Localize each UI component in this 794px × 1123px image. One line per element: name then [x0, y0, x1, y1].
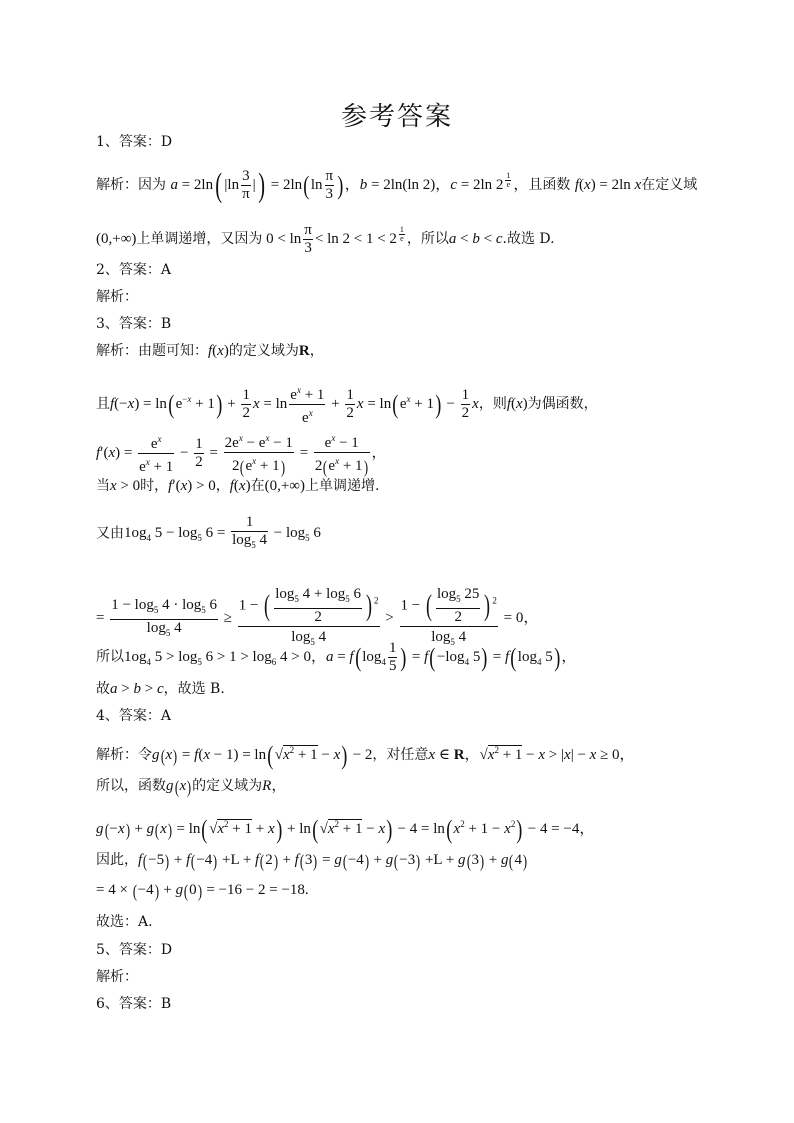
q4-line2a: 所以，函数: [96, 778, 166, 794]
q4-line5: = 4 × (−4) + g(0) = −16 − 2 = −18.: [96, 880, 309, 901]
q4-line6: 故选：A.: [96, 914, 153, 930]
q2-answer: 2、答案：A: [96, 262, 172, 278]
q1-analysis-line1: 解析：因为 a = 2ln( |ln $\frac{3}{\pi}$ |) = 2ln(ln $\frac{\pi}{3}$ )，b = 2ln(ln 2)，c = 2ln 2 $^{\frac{1}{e}}$ ，且函数 f(x) = 2ln x在定义域: [96, 166, 698, 204]
q1-label: 解析：: [96, 176, 138, 193]
q4-label: 解析：: [96, 747, 138, 763]
q3-line2: 且$f(-x) = \ln(e^{-x} + 1)$ + $\frac{1}{2}$ x = ln $\frac{e^x + 1}{e^x}$ + $\frac{1}{2}$ $x = \ln(e^x + 1)$ − $\frac{1}{2}$ x，则f(x)为偶函数，: [96, 382, 598, 427]
q5-answer: 5、答案：D: [96, 942, 173, 958]
q3-line8-end: ，故选 B.: [163, 681, 225, 697]
q3-line5: 又由$1og_4$ $5 - \log_5 6$ = $\frac{1}{\log_5 4}$ − $\log_5 6$: [96, 514, 321, 550]
q4-line3: $g(-x) + g(x) = \ln(√x^2 + 1 + x) + \ln(√x^2 + 1 - x) - 4 = \ln(x^2 + 1 - x^2) - 4 = -4$，: [96, 814, 595, 844]
q3-label: 解析：: [96, 343, 138, 359]
q1-line2a: 上单调递增，又因为: [136, 230, 263, 247]
q1-because: 因为: [138, 176, 166, 193]
q3-line4-mid2: ，: [215, 478, 230, 494]
q5-analysis: 解析：: [96, 969, 138, 985]
page-title: 参考答案: [340, 102, 453, 132]
q4-line1a: 令: [138, 747, 152, 763]
q3-answer: 3、答案：B: [96, 316, 172, 332]
q4-line2b: 的定义域为: [192, 778, 263, 794]
q3-line7: 所以$1og_4$ $5 > \log_5 6 > 1 > \log_6 4 > 0$，$a = f(\log_4$ $\frac{1}{5}$ ) = $f(-\log_4$ $5) = f(\log_4$ 5)，: [96, 640, 577, 674]
q3-line5-start: 又由: [96, 525, 124, 542]
q1-answer: 1、答案：D: [96, 134, 173, 150]
q3-line2-tail: ，则: [478, 395, 507, 412]
q3-line2-start: 且: [96, 395, 110, 412]
q3-line4: 当x > 0时，f′(x) > 0，f(x)在(0,+∞)上单调递增.: [96, 478, 380, 494]
q3-line7-start: 所以: [96, 648, 124, 665]
q4-line1b: ，对任意: [372, 747, 429, 763]
q4-line2: 所以，函数g(x)的定义域为R，: [96, 776, 287, 797]
q3-line1-tail: 的定义域为: [228, 343, 299, 359]
q3-line4-end: 上单调递增.: [304, 478, 380, 494]
q3-line3: f′(x) = $\frac{e^x}{e^x + 1}$ − $\frac{1}{2}$ = $\frac{2e^x - e^x - 1}{2(e^x + 1)}$ = $\frac{e^x - 1}{2(e^x + 1)}$ ，: [96, 430, 387, 477]
q3-line8: 故a > b > c，故选 B.: [96, 681, 225, 697]
q3-line1-text: 由题可知：: [138, 343, 208, 359]
q1-end: .故选 D.: [502, 230, 555, 247]
q2-analysis: 解析：: [96, 289, 138, 305]
q3-line4-mid3: 在: [250, 478, 265, 494]
q6-answer: 6、答案：B: [96, 996, 172, 1012]
q3-line1: 解析：由题可知：f(x)的定义域为R，: [96, 343, 324, 359]
q3-line4-start: 当: [96, 478, 110, 494]
q1-analysis-line2: (0,+∞)上单调递增，又因为 0 < ln $\frac{\pi}{3}$ < ln 2 < 1 < 2 $^{\frac{1}{e}}$ ，所以a < b < c.故选 D.: [96, 222, 555, 256]
q4-line4a: 因此，: [96, 852, 138, 868]
q4-line4: 因此，f(−5) + f(−4) +L + f(2) + f(3) = g(−4) + g(−3) +L + g(3) + g(4): [96, 850, 528, 871]
q3-line2-end: 为偶函数，: [527, 395, 598, 412]
q1-domain-tail: 在定义域: [641, 176, 698, 193]
q3-line4-mid1: 时，: [140, 478, 169, 494]
q1-line2b: ，所以: [406, 230, 449, 247]
q4-answer: 4、答案：A: [96, 708, 172, 724]
q3-line6: = $\frac{1 - \log_5 4 \cdot \log_5 6}{\log_5 4}$ ≥ 1 − ( $\frac{\log_5 4 + \log_5 6}{2}$ ) $^2$ $\log_5 4$ > 1 − ( $\frac{\log_5 25}{2}$ ) $^2$ $\log_5 4$ = 0，: [96, 586, 539, 647]
q3-bold-r: R: [298, 343, 310, 359]
q3-line8-start: 故: [96, 681, 110, 697]
q4-line1: 解析：令$g(x) = f(x - 1) = \ln(√x^2 + 1 - x) - 2$，对任意x ∈ R，$√x^2 + 1 - x > |x| - x \ge 0$，: [96, 740, 635, 770]
